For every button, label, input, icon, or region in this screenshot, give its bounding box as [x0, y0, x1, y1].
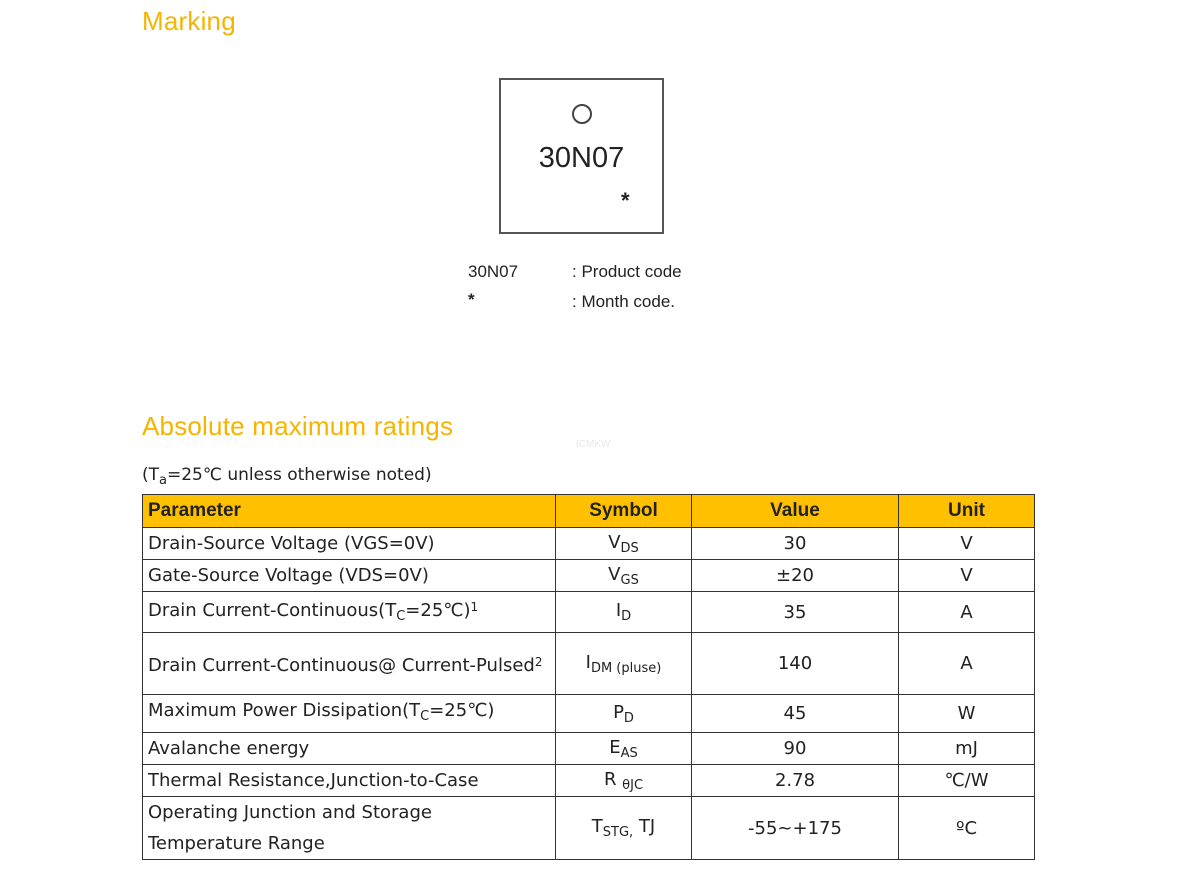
row-symbol: $T_{STG,}$ TJ	[556, 797, 692, 860]
row-symbol: $V_{DS}$	[556, 528, 692, 560]
row-value: 45	[692, 695, 899, 733]
header-value: Value	[692, 495, 899, 528]
row-unit: W	[899, 695, 1035, 733]
row-symbol: R $_{\theta JC}$	[556, 765, 692, 797]
row-parameter: Avalanche energy	[143, 733, 556, 765]
table-row	[143, 695, 1035, 733]
legend-value-month: : Month code.	[572, 292, 676, 311]
table-header-row	[143, 495, 1035, 528]
row-symbol: $I_D$	[556, 592, 692, 633]
header-unit: Unit	[899, 495, 1035, 528]
row-parameter: Thermal Resistance,Junction-to-Case	[143, 765, 556, 797]
row-symbol: $P_D$	[556, 695, 692, 733]
row-parameter: Gate-Source Voltage (VDS=0V)	[143, 560, 556, 592]
row-value: ±20	[692, 560, 899, 592]
row-parameter: Operating Junction and Storage Temperature Range	[143, 797, 556, 860]
legend-value-product: : Product code	[572, 262, 682, 281]
row-value: 35	[692, 592, 899, 633]
conditions-note: ($T_a=25℃$ unless otherwise noted)	[142, 465, 432, 488]
table-row	[143, 528, 1035, 560]
table-row	[143, 560, 1035, 592]
table-row	[143, 733, 1035, 765]
table-row	[143, 765, 1035, 797]
watermark: ICMKW	[576, 439, 611, 450]
table-row	[143, 592, 1035, 633]
row-unit: V	[899, 560, 1035, 592]
row-unit: V	[899, 528, 1035, 560]
row-unit: A	[899, 633, 1035, 695]
row-parameter: Drain-Source Voltage (VGS=0V)	[143, 528, 556, 560]
chip-marking-code: 30N07	[538, 142, 625, 174]
legend-key-month: *	[468, 290, 475, 309]
row-unit: ºC	[899, 797, 1035, 860]
header-symbol: Symbol	[556, 495, 692, 528]
chip-month-mark: *	[621, 188, 630, 213]
pin1-circle-icon	[572, 104, 592, 124]
row-unit: ℃/W	[899, 765, 1035, 797]
chip-package-diagram	[499, 78, 664, 234]
row-parameter: Drain Current-$Continuous(T_C=25℃)^1$	[143, 592, 556, 633]
row-value: -55~+175	[692, 797, 899, 860]
row-parameter: Maximum Power $Dissipation(T_C=25℃)$	[143, 695, 556, 733]
table-row	[143, 633, 1035, 695]
legend-key-product: 30N07	[468, 262, 519, 281]
row-value: 2.78	[692, 765, 899, 797]
row-symbol: $E_{AS}$	[556, 733, 692, 765]
row-value: 30	[692, 528, 899, 560]
row-value: 90	[692, 733, 899, 765]
row-unit: A	[899, 592, 1035, 633]
table-row	[143, 797, 1035, 860]
absolute-max-ratings-heading: Absolute maximum ratings	[142, 411, 454, 441]
row-symbol: $I_{DM (pluse)}$	[556, 633, 692, 695]
row-symbol: $V_{GS}$	[556, 560, 692, 592]
row-parameter: Drain Current-Continuous@ Current-Pulsed$^2$	[143, 633, 556, 695]
row-value: 140	[692, 633, 899, 695]
row-unit: mJ	[899, 733, 1035, 765]
marking-heading: Marking	[142, 6, 236, 36]
ratings-table	[142, 494, 1035, 860]
header-parameter: Parameter	[143, 495, 556, 528]
